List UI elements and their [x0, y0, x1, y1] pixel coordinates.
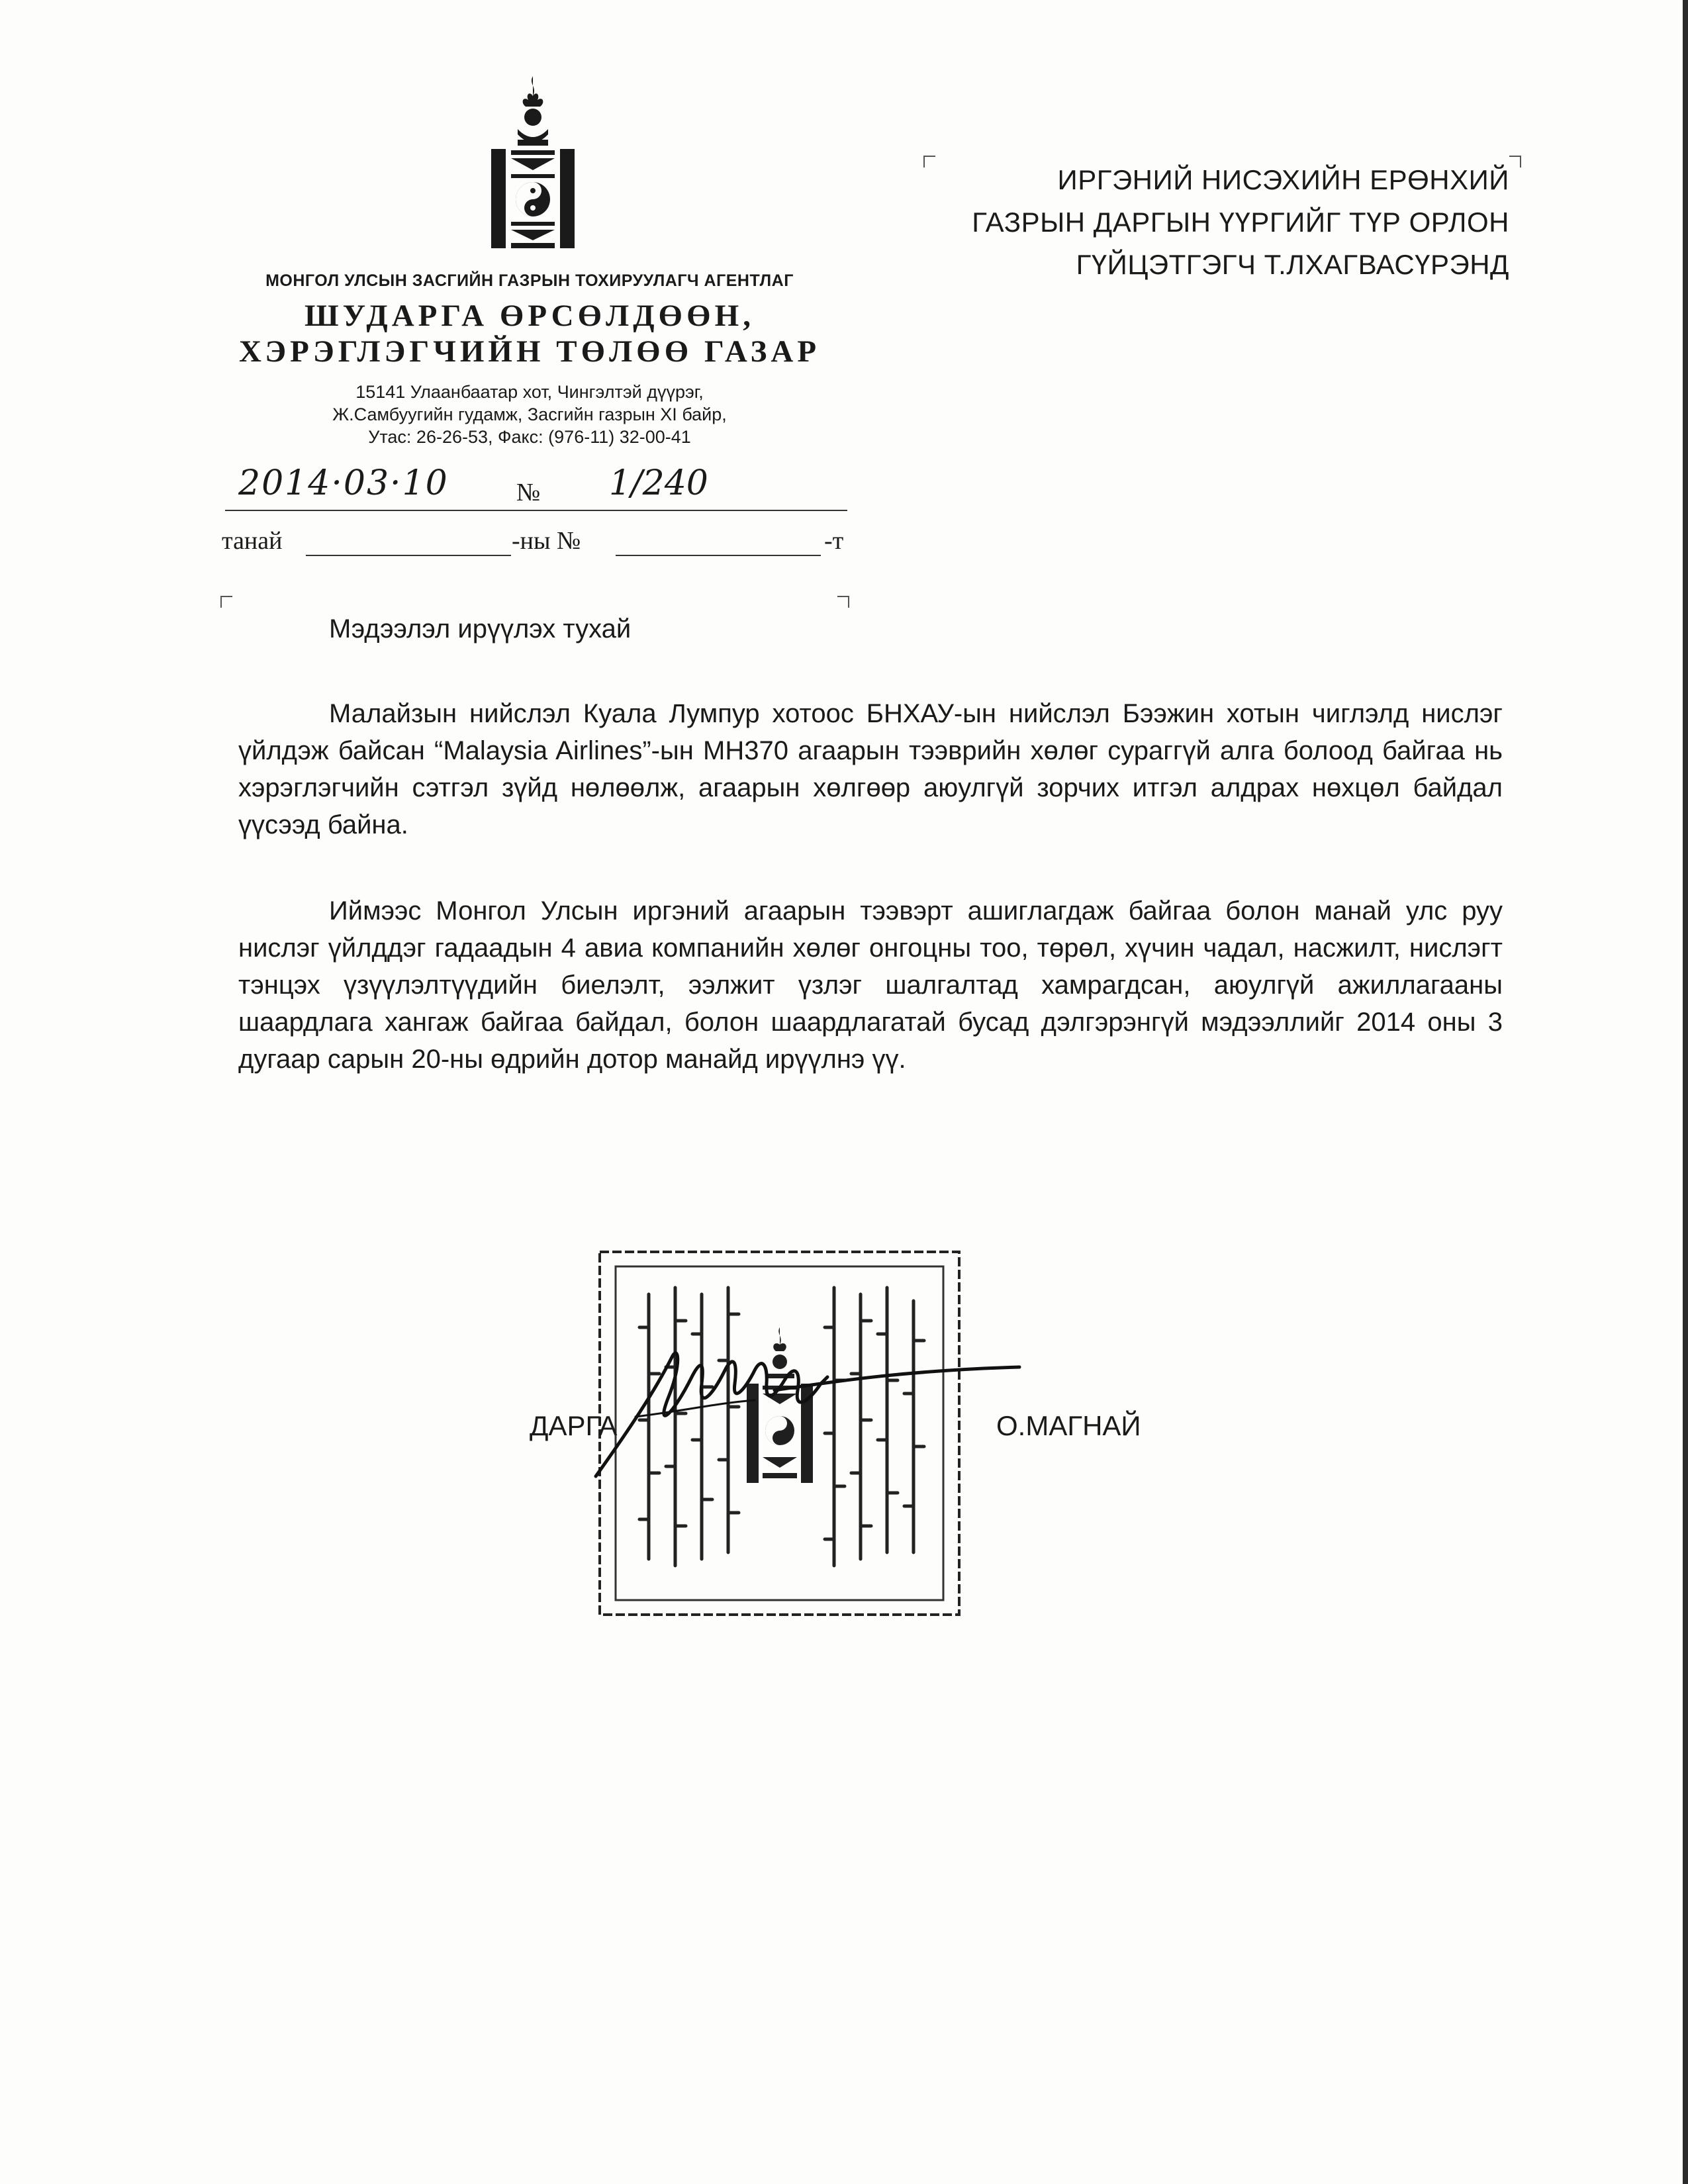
handwritten-date: 2014·03·10	[238, 463, 449, 503]
organization-address	[265, 381, 794, 448]
corner-mark	[220, 596, 232, 608]
corner-mark	[837, 596, 849, 608]
tanai-blank-line	[306, 555, 511, 556]
body-paragraph-1: Малайзын нийслэл Куала Лумпур хотоос БНХАУ-ын нийслэл Бээжин хотын чиглэлд нислэг үйлдэж байсан “Malaysia Airlines”-ын MH370 агаарын тээврийн хөлөг сураггүй алга болоод байгаа нь хэрэглэгчийн сэтгэл зүйд нөлөөлж, агаарын хөлгөөр аюулгүй зорчих итгэл алдрах нөхцөл байдал үүсээд байна.	[238, 699, 1503, 839]
date-number-underline	[225, 510, 847, 511]
address-line-1: 15141 Улаанбаатар хот, Чингэлтэй дүүрэг,	[355, 382, 704, 402]
handwritten-signature-icon	[556, 1317, 1033, 1503]
handwritten-number: 1/240	[609, 463, 708, 503]
t-label: -т	[824, 527, 844, 555]
addressee-block	[887, 159, 1509, 286]
signatory-title: ДАРГА	[530, 1410, 618, 1441]
body-paragraph-2: Иймээс Монгол Улсын иргэний агаарын тээвэрт ашиглагдаж байгаа болон манай улс руу нислэг үйлддэг гадаадын 4 авиа компанийн хөлөг онгоцны тоо, төрөл, хүчин чадал, насжилт, нислэгт тэнцэх үзүүлэлтүүдийн биелэлт, ээлжит үзлэг шалгалтад хамрагдсан, аюулгүй ажиллагааны шаардлага хангаж байгаа байдал, болон шаардлагатай бусад дэлгэрэнгүй мэдээллийг 2014 оны 3 дугаар сарын 20-ны өдрийн дотор манайд ирүүлнэ үү.	[238, 896, 1503, 1074]
reference-blank-line	[616, 555, 821, 556]
scan-edge	[1683, 0, 1688, 2184]
addressee-line-1: ИРГЭНИЙ НИСЭХИЙН ЕРӨНХИЙ	[1057, 164, 1509, 195]
address-line-3: Утас: 26-26-53, Факс: (976-11) 32-00-41	[368, 427, 691, 447]
number-label: №	[516, 479, 541, 506]
agency-line: МОНГОЛ УЛСЫН ЗАСГИЙН ГАЗРЫН ТОХИРУУЛАГЧ АГЕНТЛАГ	[265, 271, 794, 290]
ny-number-label: -ны №	[512, 527, 581, 555]
state-emblem-icon	[477, 76, 589, 248]
addressee-line-2: ГАЗРЫН ДАРГЫН ҮҮРГИЙГ ТҮР ОРЛОН	[972, 207, 1509, 238]
organization-name-line-2: ХЭРЭГЛЭГЧИЙН ТӨЛӨӨ ГАЗАР	[238, 334, 821, 369]
organization-name-line-1: ШУДАРГА ӨРСӨЛДӨӨН,	[305, 299, 755, 333]
organization-name	[199, 298, 861, 369]
addressee-line-3: ГҮЙЦЭТГЭГЧ Т.ЛХАГВАСҮРЭНД	[1076, 249, 1509, 280]
tanai-label: танай	[222, 527, 283, 555]
letter-subject: Мэдээлэл ирүүлэх тухай	[329, 614, 632, 643]
address-line-2: Ж.Самбуугийн гудамж, Засгийн газрын XI байр,	[332, 404, 727, 424]
corner-mark	[1509, 156, 1521, 167]
signatory-name: О.МАГНАЙ	[996, 1410, 1141, 1441]
